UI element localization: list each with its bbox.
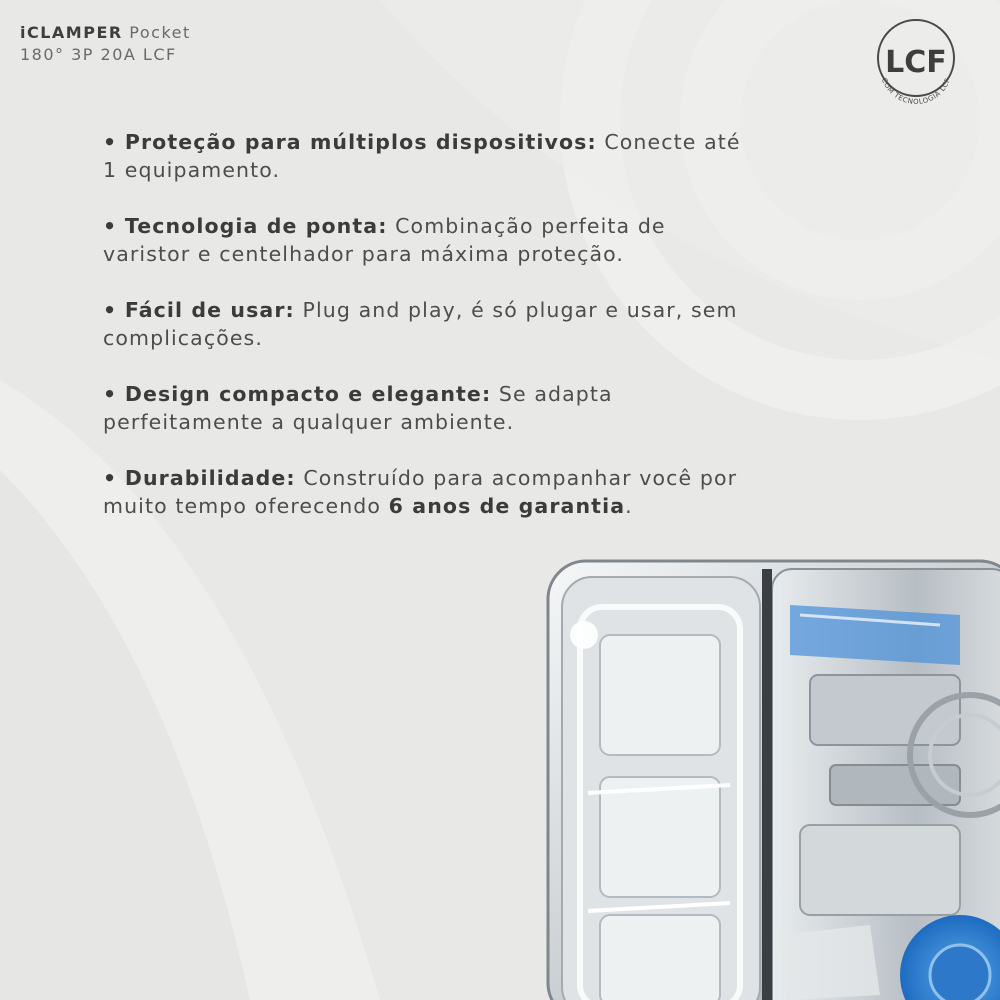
logo-mark: LCF (885, 45, 947, 80)
feature-text: Se adapta perfeitamente a qualquer ambiente. (103, 382, 613, 434)
feature-title: Proteção para múltiplos dispositivos: (124, 130, 597, 154)
feature-title: Tecnologia de ponta: (124, 214, 388, 238)
feature-title: Design compacto e elegante: (124, 382, 492, 406)
product-model: 180° 3P 20A LCF (20, 45, 177, 64)
bullet: • (103, 382, 118, 406)
logo-caption: COM TECNOLOGIA LCF (879, 76, 953, 107)
feature-item-protection (103, 128, 753, 184)
bullet: • (103, 130, 118, 154)
feature-text: Construído para acompanhar você por muito tempo oferecendo (103, 466, 738, 518)
brand-header (20, 22, 191, 66)
lcf-logo-icon (868, 16, 964, 112)
svg-text:COM TECNOLOGIA LCF (880, 77, 952, 106)
feature-end: . (625, 494, 633, 518)
brand-name-suffix: Pocket (129, 23, 191, 42)
feature-item-ease-of-use (103, 296, 753, 352)
feature-text: Combinação perfeita de varistor e centelhador para máxima proteção. (103, 214, 666, 266)
feature-text: Plug and play, é só plugar e usar, sem complicações. (103, 298, 738, 350)
feature-text: Conecte até 1 equipamento. (103, 130, 741, 182)
feature-item-design (103, 380, 753, 436)
bullet: • (103, 214, 118, 238)
feature-item-durability (103, 464, 753, 520)
bullet: • (103, 466, 118, 490)
surge-protector-product-image (540, 555, 1000, 1000)
feature-title: Fácil de usar: (124, 298, 295, 322)
feature-highlight: 6 anos de garantia (388, 494, 626, 518)
bullet: • (103, 298, 118, 322)
feature-title: Durabilidade: (124, 466, 296, 490)
feature-list (103, 128, 753, 548)
feature-item-technology (103, 212, 753, 268)
brand-name: iCLAMPER (20, 23, 123, 42)
